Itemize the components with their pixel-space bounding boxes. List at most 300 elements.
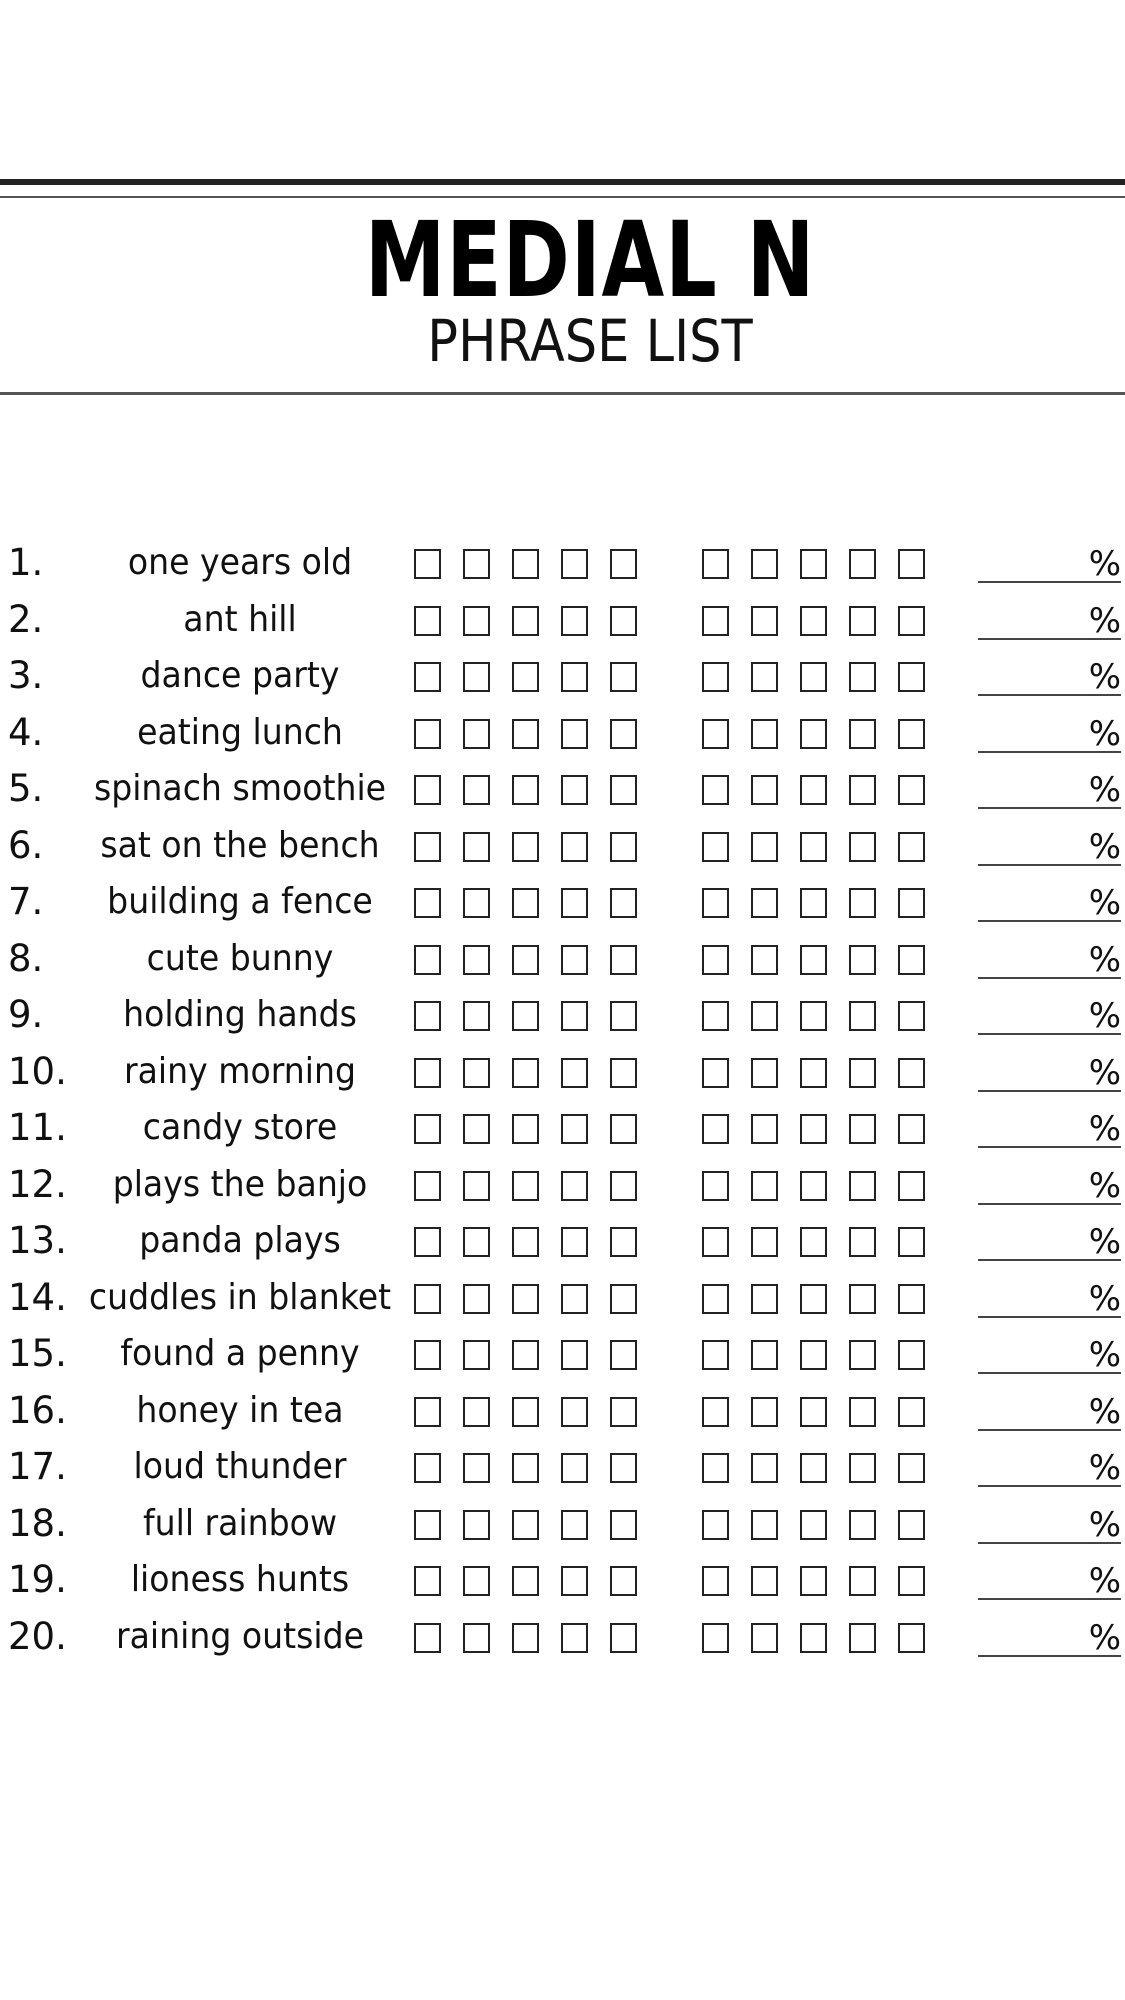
item-phrase: honey in tea (136, 1389, 344, 1431)
trial-checkbox[interactable] (512, 1171, 539, 1201)
trial-checkbox[interactable] (414, 1397, 441, 1427)
trial-checkbox[interactable] (463, 1058, 490, 1088)
trial-checkbox[interactable] (414, 662, 441, 692)
trial-checkbox[interactable] (898, 945, 925, 975)
trial-checkbox[interactable] (610, 1001, 637, 1031)
percent-blank[interactable]: % (978, 656, 1121, 696)
trial-checkbox[interactable] (898, 1227, 925, 1257)
trial-checkbox[interactable] (849, 1171, 876, 1201)
trial-checkbox[interactable] (610, 1453, 637, 1483)
percent-blank[interactable]: % (978, 1278, 1121, 1318)
trial-checkbox[interactable] (751, 1397, 778, 1427)
trial-checkbox[interactable] (561, 1623, 588, 1653)
list-item (0, 1552, 1125, 1609)
trial-checkbox[interactable] (463, 1284, 490, 1314)
trial-checkbox[interactable] (414, 1510, 441, 1540)
checkbox-group-1 (414, 1623, 659, 1653)
list-item (0, 1044, 1125, 1101)
trial-checkbox[interactable] (849, 1001, 876, 1031)
checkbox-group-2 (702, 662, 947, 692)
item-phrase: plays the banjo (112, 1163, 368, 1205)
trial-checkbox[interactable] (561, 1566, 588, 1596)
trial-checkbox[interactable] (751, 1001, 778, 1031)
item-phrase: spinach smoothie (93, 768, 387, 809)
trial-checkbox[interactable] (849, 1058, 876, 1088)
trial-checkbox[interactable] (800, 1623, 827, 1653)
percent-blank[interactable]: % (978, 826, 1121, 866)
percent-blank[interactable]: % (978, 882, 1121, 922)
item-phrase: full rainbow (142, 1502, 338, 1544)
trial-checkbox[interactable] (800, 888, 827, 918)
trial-checkbox[interactable] (512, 719, 539, 749)
trial-checkbox[interactable] (414, 888, 441, 918)
trial-checkbox[interactable] (512, 1623, 539, 1653)
trial-checkbox[interactable] (414, 606, 441, 636)
trial-checkbox[interactable] (702, 549, 729, 579)
list-item (0, 1157, 1125, 1214)
trial-checkbox[interactable] (512, 662, 539, 692)
trial-checkbox[interactable] (849, 775, 876, 805)
trial-checkbox[interactable] (751, 662, 778, 692)
checkbox-group-2 (702, 1510, 947, 1540)
trial-checkbox[interactable] (561, 1001, 588, 1031)
checkbox-group-1 (414, 662, 659, 692)
checkbox-group-2 (702, 1058, 947, 1088)
trial-checkbox[interactable] (751, 1058, 778, 1088)
trial-checkbox[interactable] (561, 1340, 588, 1370)
percent-blank[interactable]: % (978, 995, 1121, 1035)
trial-checkbox[interactable] (561, 1453, 588, 1483)
trial-checkbox[interactable] (414, 1114, 441, 1144)
percent-blank[interactable]: % (978, 1617, 1121, 1657)
percent-blank[interactable]: % (978, 1221, 1121, 1261)
trial-checkbox[interactable] (751, 1227, 778, 1257)
percent-blank[interactable]: % (978, 543, 1121, 583)
trial-checkbox[interactable] (702, 1397, 729, 1427)
trial-checkbox[interactable] (512, 1227, 539, 1257)
trial-checkbox[interactable] (751, 1340, 778, 1370)
trial-checkbox[interactable] (610, 1114, 637, 1144)
trial-checkbox[interactable] (800, 1001, 827, 1031)
checkbox-group-2 (702, 1227, 947, 1257)
percent-blank[interactable]: % (978, 1447, 1121, 1487)
trial-checkbox[interactable] (561, 1227, 588, 1257)
trial-checkbox[interactable] (702, 1566, 729, 1596)
trial-checkbox[interactable] (800, 606, 827, 636)
trial-checkbox[interactable] (561, 549, 588, 579)
list-item (0, 1439, 1125, 1496)
trial-checkbox[interactable] (561, 1397, 588, 1427)
trial-checkbox[interactable] (751, 1510, 778, 1540)
trial-checkbox[interactable] (463, 719, 490, 749)
trial-checkbox[interactable] (561, 832, 588, 862)
trial-checkbox[interactable] (512, 1397, 539, 1427)
trial-checkbox[interactable] (800, 1227, 827, 1257)
item-number: 7. (8, 880, 44, 923)
checkbox-group-1 (414, 719, 659, 749)
trial-checkbox[interactable] (751, 775, 778, 805)
checkbox-group-2 (702, 945, 947, 975)
trial-checkbox[interactable] (561, 606, 588, 636)
trial-checkbox[interactable] (751, 1566, 778, 1596)
trial-checkbox[interactable] (849, 1510, 876, 1540)
trial-checkbox[interactable] (702, 1510, 729, 1540)
trial-checkbox[interactable] (561, 662, 588, 692)
trial-checkbox[interactable] (512, 549, 539, 579)
trial-checkbox[interactable] (610, 1510, 637, 1540)
checkbox-group-1 (414, 888, 659, 918)
trial-checkbox[interactable] (751, 1453, 778, 1483)
percent-blank[interactable]: % (978, 600, 1121, 640)
list-item (0, 1213, 1125, 1270)
item-phrase: building a fence (107, 881, 373, 922)
checkbox-group-1 (414, 1453, 659, 1483)
item-number: 10. (8, 1049, 67, 1093)
trial-checkbox[interactable] (512, 1340, 539, 1370)
checkbox-group-2 (702, 1114, 947, 1144)
trial-checkbox[interactable] (702, 888, 729, 918)
item-phrase: lioness hunts (130, 1559, 350, 1600)
trial-checkbox[interactable] (800, 1566, 827, 1596)
trial-checkbox[interactable] (702, 775, 729, 805)
item-number: 9. (8, 993, 44, 1036)
trial-checkbox[interactable] (751, 1284, 778, 1314)
trial-checkbox[interactable] (898, 1284, 925, 1314)
trial-checkbox[interactable] (414, 1171, 441, 1201)
trial-checkbox[interactable] (800, 1171, 827, 1201)
trial-checkbox[interactable] (898, 1510, 925, 1540)
trial-checkbox[interactable] (414, 1453, 441, 1483)
checkbox-group-2 (702, 549, 947, 579)
trial-checkbox[interactable] (702, 1284, 729, 1314)
item-phrase: cuddles in blanket (88, 1276, 392, 1318)
trial-checkbox[interactable] (800, 1510, 827, 1540)
trial-checkbox[interactable] (463, 549, 490, 579)
trial-checkbox[interactable] (898, 1171, 925, 1201)
list-item (0, 1270, 1125, 1327)
trial-checkbox[interactable] (751, 945, 778, 975)
trial-checkbox[interactable] (561, 888, 588, 918)
trial-checkbox[interactable] (463, 832, 490, 862)
trial-checkbox[interactable] (702, 1171, 729, 1201)
trial-checkbox[interactable] (512, 945, 539, 975)
trial-checkbox[interactable] (512, 1058, 539, 1088)
item-number: 4. (8, 710, 44, 754)
page-title: MEDIAL N (364, 199, 816, 321)
checkbox-group-1 (414, 1058, 659, 1088)
trial-checkbox[interactable] (751, 1623, 778, 1653)
trial-checkbox[interactable] (702, 1058, 729, 1088)
item-number: 5. (8, 767, 44, 810)
trial-checkbox[interactable] (849, 549, 876, 579)
trial-checkbox[interactable] (898, 1340, 925, 1370)
trial-checkbox[interactable] (751, 832, 778, 862)
trial-checkbox[interactable] (702, 1623, 729, 1653)
trial-checkbox[interactable] (702, 1453, 729, 1483)
checkbox-group-2 (702, 1171, 947, 1201)
header-rule-thin (0, 196, 1125, 198)
item-number: 8. (8, 936, 44, 980)
trial-checkbox[interactable] (463, 1566, 490, 1596)
percent-blank[interactable]: % (978, 1391, 1121, 1431)
trial-checkbox[interactable] (610, 662, 637, 692)
trial-checkbox[interactable] (800, 1058, 827, 1088)
trial-checkbox[interactable] (800, 832, 827, 862)
checkbox-group-2 (702, 888, 947, 918)
item-phrase: ant hill (183, 598, 297, 640)
trial-checkbox[interactable] (414, 549, 441, 579)
trial-checkbox[interactable] (414, 1001, 441, 1031)
trial-checkbox[interactable] (800, 1453, 827, 1483)
trial-checkbox[interactable] (898, 549, 925, 579)
trial-checkbox[interactable] (414, 1340, 441, 1370)
checkbox-group-1 (414, 1397, 659, 1427)
checkbox-group-1 (414, 1284, 659, 1314)
trial-checkbox[interactable] (849, 719, 876, 749)
trial-checkbox[interactable] (849, 1340, 876, 1370)
trial-checkbox[interactable] (898, 1058, 925, 1088)
item-number: 18. (8, 1501, 67, 1545)
checkbox-group-1 (414, 775, 659, 805)
item-number: 16. (8, 1388, 67, 1432)
trial-checkbox[interactable] (414, 945, 441, 975)
checkbox-group-1 (414, 832, 659, 862)
trial-checkbox[interactable] (702, 945, 729, 975)
trial-checkbox[interactable] (849, 1397, 876, 1427)
trial-checkbox[interactable] (610, 1227, 637, 1257)
trial-checkbox[interactable] (463, 1453, 490, 1483)
item-number: 19. (8, 1558, 67, 1601)
trial-checkbox[interactable] (463, 888, 490, 918)
trial-checkbox[interactable] (898, 888, 925, 918)
trial-checkbox[interactable] (849, 662, 876, 692)
checkbox-group-1 (414, 1171, 659, 1201)
trial-checkbox[interactable] (849, 1227, 876, 1257)
checkbox-group-1 (414, 1340, 659, 1370)
trial-checkbox[interactable] (800, 549, 827, 579)
trial-checkbox[interactable] (610, 775, 637, 805)
trial-checkbox[interactable] (561, 775, 588, 805)
trial-checkbox[interactable] (610, 1397, 637, 1427)
item-phrase: dance party (140, 655, 340, 696)
trial-checkbox[interactable] (512, 1510, 539, 1540)
checkbox-group-1 (414, 1566, 659, 1596)
trial-checkbox[interactable] (463, 1171, 490, 1201)
trial-checkbox[interactable] (610, 1566, 637, 1596)
item-phrase: panda plays (139, 1220, 341, 1261)
item-number: 2. (8, 597, 44, 641)
trial-checkbox[interactable] (849, 606, 876, 636)
list-item (0, 535, 1125, 592)
list-item (0, 1496, 1125, 1553)
trial-checkbox[interactable] (898, 719, 925, 749)
trial-checkbox[interactable] (610, 1340, 637, 1370)
trial-checkbox[interactable] (898, 1001, 925, 1031)
trial-checkbox[interactable] (463, 1397, 490, 1427)
trial-checkbox[interactable] (800, 1340, 827, 1370)
trial-checkbox[interactable] (561, 1171, 588, 1201)
trial-checkbox[interactable] (898, 775, 925, 805)
trial-checkbox[interactable] (610, 719, 637, 749)
item-phrase: rainy morning (123, 1050, 357, 1092)
percent-blank[interactable]: % (978, 1165, 1121, 1205)
trial-checkbox[interactable] (561, 719, 588, 749)
trial-checkbox[interactable] (849, 832, 876, 862)
checkbox-group-2 (702, 606, 947, 636)
trial-checkbox[interactable] (702, 662, 729, 692)
trial-checkbox[interactable] (702, 1227, 729, 1257)
trial-checkbox[interactable] (849, 1623, 876, 1653)
trial-checkbox[interactable] (463, 606, 490, 636)
trial-checkbox[interactable] (561, 1114, 588, 1144)
trial-checkbox[interactable] (463, 945, 490, 975)
trial-checkbox[interactable] (898, 1114, 925, 1144)
item-phrase: raining outside (116, 1615, 364, 1657)
checkbox-group-1 (414, 1001, 659, 1031)
trial-checkbox[interactable] (898, 662, 925, 692)
percent-blank[interactable]: % (978, 939, 1121, 979)
trial-checkbox[interactable] (463, 1510, 490, 1540)
trial-checkbox[interactable] (849, 1566, 876, 1596)
trial-checkbox[interactable] (702, 1001, 729, 1031)
trial-checkbox[interactable] (512, 1114, 539, 1144)
checkbox-group-1 (414, 945, 659, 975)
trial-checkbox[interactable] (561, 1510, 588, 1540)
trial-checkbox[interactable] (849, 888, 876, 918)
trial-checkbox[interactable] (463, 775, 490, 805)
trial-checkbox[interactable] (610, 945, 637, 975)
trial-checkbox[interactable] (561, 945, 588, 975)
checkbox-group-2 (702, 775, 947, 805)
trial-checkbox[interactable] (463, 1340, 490, 1370)
trial-checkbox[interactable] (702, 606, 729, 636)
trial-checkbox[interactable] (463, 1001, 490, 1031)
trial-checkbox[interactable] (512, 888, 539, 918)
checkbox-group-2 (702, 1397, 947, 1427)
item-phrase: sat on the bench (100, 824, 380, 866)
trial-checkbox[interactable] (610, 549, 637, 579)
item-phrase: eating lunch (137, 711, 343, 753)
trial-checkbox[interactable] (898, 606, 925, 636)
trial-checkbox[interactable] (512, 775, 539, 805)
trial-checkbox[interactable] (849, 945, 876, 975)
trial-checkbox[interactable] (561, 1058, 588, 1088)
trial-checkbox[interactable] (610, 1623, 637, 1653)
item-phrase: cute bunny (146, 937, 334, 979)
trial-checkbox[interactable] (414, 1227, 441, 1257)
trial-checkbox[interactable] (463, 1623, 490, 1653)
item-phrase: holding hands (123, 994, 357, 1035)
trial-checkbox[interactable] (512, 1453, 539, 1483)
trial-checkbox[interactable] (800, 1114, 827, 1144)
trial-checkbox[interactable] (751, 606, 778, 636)
list-item (0, 1609, 1125, 1666)
checkbox-group-2 (702, 1453, 947, 1483)
checkbox-group-1 (414, 606, 659, 636)
trial-checkbox[interactable] (463, 1227, 490, 1257)
trial-checkbox[interactable] (751, 888, 778, 918)
trial-checkbox[interactable] (512, 832, 539, 862)
trial-checkbox[interactable] (898, 1623, 925, 1653)
trial-checkbox[interactable] (800, 1397, 827, 1427)
trial-checkbox[interactable] (898, 1453, 925, 1483)
checkbox-group-1 (414, 1510, 659, 1540)
trial-checkbox[interactable] (751, 719, 778, 749)
trial-checkbox[interactable] (414, 1566, 441, 1596)
trial-checkbox[interactable] (800, 1284, 827, 1314)
trial-checkbox[interactable] (702, 1114, 729, 1144)
trial-checkbox[interactable] (610, 606, 637, 636)
item-phrase: found a penny (120, 1333, 360, 1374)
trial-checkbox[interactable] (414, 832, 441, 862)
trial-checkbox[interactable] (512, 1566, 539, 1596)
trial-checkbox[interactable] (610, 1171, 637, 1201)
item-number: 6. (8, 823, 44, 867)
trial-checkbox[interactable] (751, 1114, 778, 1144)
trial-checkbox[interactable] (800, 775, 827, 805)
trial-checkbox[interactable] (414, 1284, 441, 1314)
trial-checkbox[interactable] (751, 1171, 778, 1201)
trial-checkbox[interactable] (702, 719, 729, 749)
percent-blank[interactable]: % (978, 713, 1121, 753)
list-item (0, 761, 1125, 818)
trial-checkbox[interactable] (414, 1623, 441, 1653)
list-item (0, 931, 1125, 988)
item-phrase: candy store (142, 1107, 338, 1148)
trial-checkbox[interactable] (849, 1453, 876, 1483)
trial-checkbox[interactable] (702, 832, 729, 862)
trial-checkbox[interactable] (702, 1340, 729, 1370)
percent-blank[interactable]: % (978, 1108, 1121, 1148)
trial-checkbox[interactable] (800, 662, 827, 692)
list-item (0, 818, 1125, 875)
trial-checkbox[interactable] (463, 1114, 490, 1144)
trial-checkbox[interactable] (414, 775, 441, 805)
trial-checkbox[interactable] (414, 1058, 441, 1088)
percent-blank[interactable]: % (978, 1334, 1121, 1374)
trial-checkbox[interactable] (414, 719, 441, 749)
percent-blank[interactable]: % (978, 769, 1121, 809)
item-number: 13. (8, 1219, 67, 1262)
trial-checkbox[interactable] (610, 1058, 637, 1088)
trial-checkbox[interactable] (512, 1001, 539, 1031)
trial-checkbox[interactable] (898, 1566, 925, 1596)
trial-checkbox[interactable] (800, 945, 827, 975)
trial-checkbox[interactable] (849, 1284, 876, 1314)
item-number: 12. (8, 1162, 67, 1206)
trial-checkbox[interactable] (610, 832, 637, 862)
trial-checkbox[interactable] (610, 888, 637, 918)
item-phrase: loud thunder (133, 1446, 347, 1487)
checkbox-group-2 (702, 1623, 947, 1653)
trial-checkbox[interactable] (463, 662, 490, 692)
trial-checkbox[interactable] (610, 1284, 637, 1314)
trial-checkbox[interactable] (751, 549, 778, 579)
trial-checkbox[interactable] (898, 832, 925, 862)
trial-checkbox[interactable] (849, 1114, 876, 1144)
trial-checkbox[interactable] (561, 1284, 588, 1314)
trial-checkbox[interactable] (512, 606, 539, 636)
item-number: 14. (8, 1275, 67, 1319)
list-item (0, 1383, 1125, 1440)
trial-checkbox[interactable] (512, 1284, 539, 1314)
percent-blank[interactable]: % (978, 1504, 1121, 1544)
percent-blank[interactable]: % (978, 1560, 1121, 1600)
trial-checkbox[interactable] (898, 1397, 925, 1427)
trial-checkbox[interactable] (800, 719, 827, 749)
list-item (0, 987, 1125, 1044)
percent-blank[interactable]: % (978, 1052, 1121, 1092)
